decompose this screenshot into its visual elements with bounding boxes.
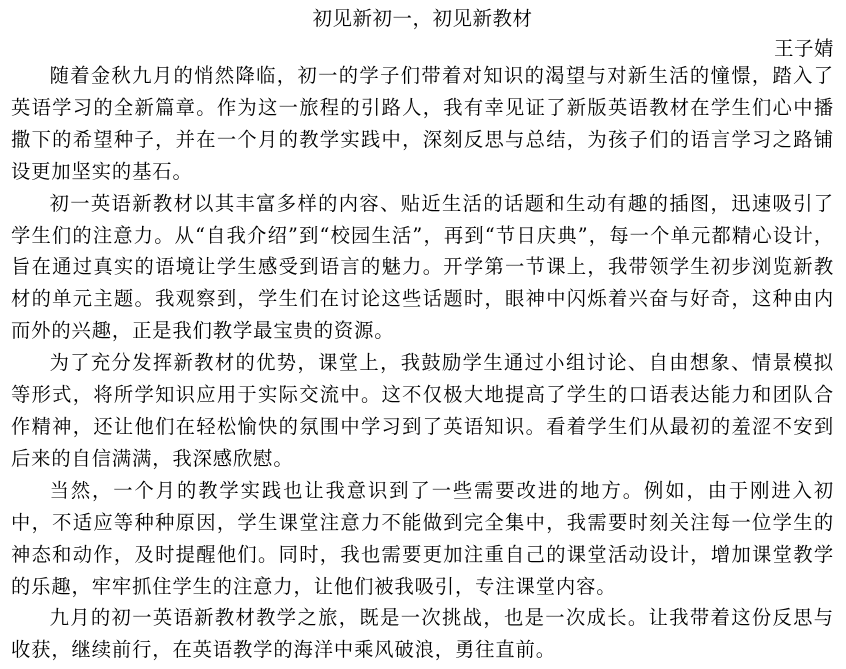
paragraph-1: 随着金秋九月的悄然降临，初一的学子们带着对知识的渴望与对新生活的憧憬，踏入了英语学习的全新篇章。作为这一旅程的引路人，我有幸见证了新版英语教材在学生们心中播撒下的希望种子，并在一个月的教学实践中，深刻反思与总结，为孩子们的语言学习之路铺设更加坚实的基石。 bbox=[11, 64, 834, 183]
document-body bbox=[11, 0, 834, 666]
paragraph-4: 当然，一个月的教学实践也让我意识到了一些需要改进的地方。例如，由于刚进入初中，不适应等种种原因，学生课堂注意力不能做到完全集中，我需要时刻关注每一位学生的神态和动作，及时提醒他们。同时，我也需要更加注重自己的课堂活动设计，增加课堂教学的乐趣，牢牢抓住学生的注意力，让他们被我吸引，专注课堂内容。 bbox=[11, 478, 834, 598]
paragraph-5: 九月的初一英语新教材教学之旅，既是一次挑战，也是一次成长。让我带着这份反思与收获，继续前行，在英语教学的海洋中乘风破浪，勇往直前。 bbox=[11, 606, 834, 662]
paragraph-2: 初一英语新教材以其丰富多样的内容、贴近生活的话题和生动有趣的插图，迅速吸引了学生们的注意力。从“自我介绍”到“校园生活”，再到“节日庆典”，每一个单元都精心设计，旨在通过真实的语境让学生感受到语言的魅力。开学第一节课上，我带领学生初步浏览新教材的单元主题。我观察到，学生们在讨论这些话题时，眼神中闪烁着兴奋与好奇，这种由内而外的兴趣，正是我们教学最宝贵的资源。 bbox=[11, 191, 834, 343]
document-title: 初见新初一，初见新教材 bbox=[312, 7, 533, 30]
document-author: 王子婧 bbox=[773, 37, 834, 60]
paragraph-3: 为了充分发挥新教材的优势，课堂上，我鼓励学生通过小组讨论、自由想象、情景模拟等形式，将所学知识应用于实际交流中。这不仅极大地提高了学生的口语表达能力和团队合作精神，还让他们在轻松愉快的氛围中学习到了英语知识。看着学生们从最初的羞涩不安到后来的自信满满，我深感欣慰。 bbox=[11, 351, 834, 470]
